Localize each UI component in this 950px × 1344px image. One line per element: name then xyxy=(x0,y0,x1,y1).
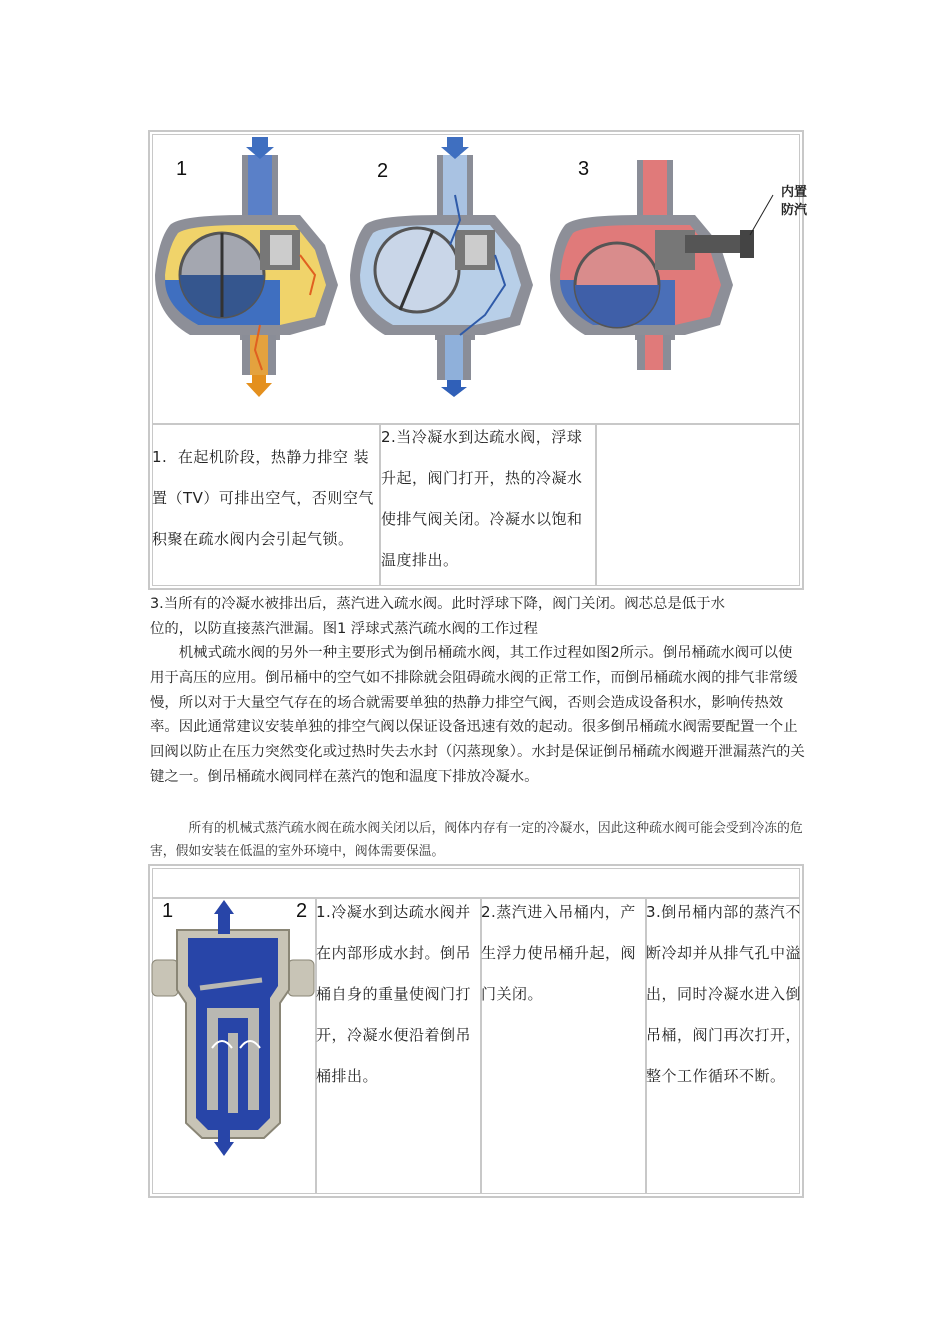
figure2-caption-1: 1.冷凝水到达疏水阀并在内部形成水封。倒吊桶自身的重量使阀门打开，冷凝水便沿着倒吊桶排出。 xyxy=(316,903,472,1085)
figure2-number-1: 1 xyxy=(162,900,174,922)
paragraph-2: 机械式疏水阀的另外一种主要形式为倒吊桶疏水阀，其工作过程如图2所示。倒吊桶疏水阀可以使用于高压的应用。倒吊桶中的空气如不排除就会阻碍疏水阀的正常工作，而倒吊桶疏水阀的排气非常缓慢，所以对于大量空气存在的场合就需要单独的热静力排空气阀，否则会造成设备积水，影响传热效率。因此通常建议安装单独的排空气阀以保证设备迅速有效的起动。很多倒吊桶疏水阀需要配置一个止回阀以防止在压力突然变化或过热时失去水封（闪蒸现象）。水封是保证倒吊桶疏水阀避开泄漏蒸汽的关键之一。倒吊桶疏水阀同样在蒸汽的饱和温度下排放冷凝水。 xyxy=(150,645,805,785)
callout-label-line-1: 内置 xyxy=(781,185,808,200)
figure1-number-2: 2 xyxy=(377,160,389,182)
figure1-caption-2: 2.当冷凝水到达疏水阀，浮球升起，阀门打开，热的冷凝水使排气阀关闭。冷凝水以饱和温度排出。 xyxy=(381,428,583,569)
figure2-caption-2: 2.蒸汽进入吊桶内，产生浮力使吊桶升起，阀门关闭。 xyxy=(481,903,637,1003)
figure2-number-2: 2 xyxy=(296,900,308,922)
figure1-number-3: 3 xyxy=(578,158,590,180)
inverted-bucket-trap-diagram xyxy=(152,898,314,1158)
figure1-caption-cell-3 xyxy=(596,424,800,586)
paragraph-1-line-2: 位的，以防直接蒸汽泄漏。图1 浮球式蒸汽疏水阀的工作过程 xyxy=(150,621,538,637)
paragraph-1-line-1: 3.当所有的冷凝水被排出后，蒸汽进入疏水阀。此时浮球下降，阀门关闭。阀芯总是低于水 xyxy=(150,596,725,612)
paragraph-3: 所有的机械式蒸汽疏水阀在疏水阀关闭以后，阀体内存有一定的冷凝水，因此这种疏水阀可能会受到冷冻的危害，假如安装在低温的室外环境中，阀体需要保温。 xyxy=(150,821,803,859)
callout-label-line-2: 防汽 xyxy=(781,203,808,218)
float-trap-diagram-2 xyxy=(345,135,540,395)
figure1-number-1: 1 xyxy=(176,158,188,180)
figure2-caption-3: 3.倒吊桶内部的蒸汽不断冷却并从排气孔中溢出，同时冷凝水进入倒吊桶，阀门再次打开，整个工作循环不断。 xyxy=(646,903,802,1085)
figure1-caption-1: 1. 在起机阶段，热静力排空 装置（TV）可排出空气，否则空气积聚在疏水阀内会引起气锁。 xyxy=(152,448,374,548)
